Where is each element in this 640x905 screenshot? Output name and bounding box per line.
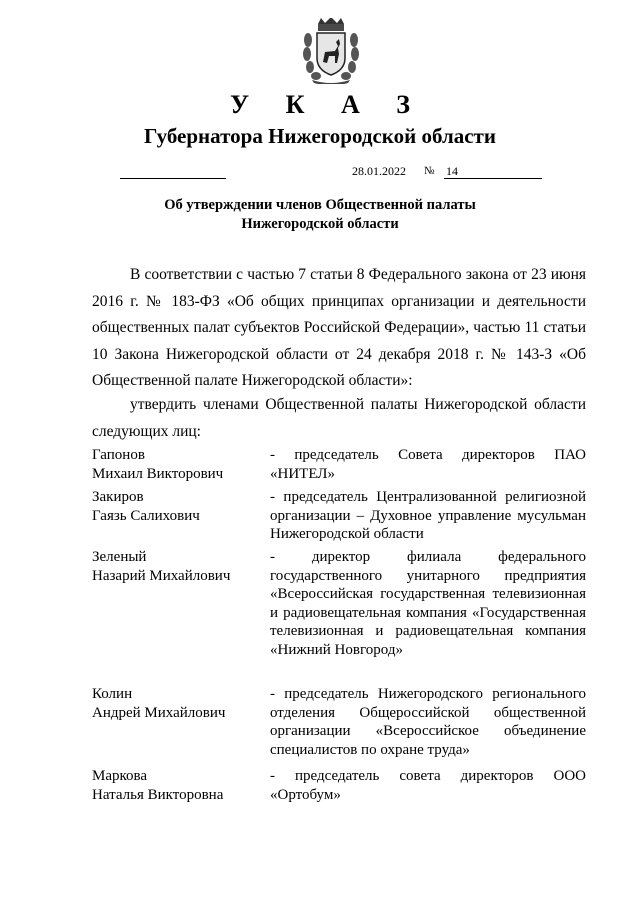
- member-name: [92, 548, 267, 585]
- member-position: - председатель Централизованной религиозной организации – Духовное управление мусульман Нижегородской области: [270, 489, 586, 542]
- member-position: - председатель совета директоров ООО «Ортобум»: [270, 768, 586, 803]
- document-title: У К А З: [230, 90, 425, 119]
- member-given-name: Назарий Михайлович: [92, 567, 231, 584]
- member-position: - директор филиала федерального государственного унитарного предприятия «Всероссийская государственная телевизионная и радиовещательная компания «Государственная телевизионная и радиовещательная компания «Нижний Новгород»: [270, 549, 586, 658]
- member-given-name: Андрей Михайлович: [92, 704, 226, 721]
- member-surname: Маркова: [92, 768, 148, 784]
- member-given-name: Наталья Викторовна: [92, 786, 224, 803]
- member-name: [92, 488, 267, 525]
- member-given-name: Гаязь Салихович: [92, 507, 200, 524]
- coat-of-arms-icon: [302, 18, 360, 84]
- member-surname: Гапонов: [92, 447, 145, 463]
- member-name: [92, 685, 267, 722]
- member-surname: Закиров: [92, 489, 144, 505]
- heading-line: Об утверждении членов Общественной палаты: [164, 197, 476, 213]
- preamble-paragraph: В соответствии с частью 7 статьи 8 Федерального закона от 23 июня 2016 г. № 183-ФЗ «Об общих принципах организации и деятельности общественных палат субъектов Российской Федерации», частью 11 статьи 10 Закона Нижегородской области от 24 декабря 2018 г. № 143-З «Об Общественной палате Нижегородской области»:: [92, 266, 586, 389]
- number-underline: [444, 178, 542, 179]
- document-subtitle: Губернатора Нижегородской области: [144, 124, 496, 148]
- member-surname: Колин: [92, 686, 133, 702]
- member-name: [92, 446, 267, 483]
- document-date: 28.01.2022: [352, 164, 406, 178]
- number-label: №: [424, 165, 435, 177]
- member-position: - председатель Совета директоров ПАО «НИТЕЛ»: [270, 447, 586, 482]
- document-number: 14: [446, 164, 458, 178]
- document-heading: [130, 196, 510, 234]
- member-given-name: Михаил Викторович: [92, 465, 224, 482]
- member-position: - председатель Нижегородского регионального отделения Общероссийской общественной организации «Всероссийское объединение специалистов по охране труда»: [270, 686, 586, 758]
- member-surname: Зеленый: [92, 549, 147, 565]
- resolution-paragraph: утвердить членами Общественной палаты Нижегородской области следующих лиц:: [92, 396, 586, 440]
- member-name: [92, 767, 267, 804]
- heading-line: Нижегородской области: [241, 216, 399, 232]
- blank-line-left: [120, 178, 226, 179]
